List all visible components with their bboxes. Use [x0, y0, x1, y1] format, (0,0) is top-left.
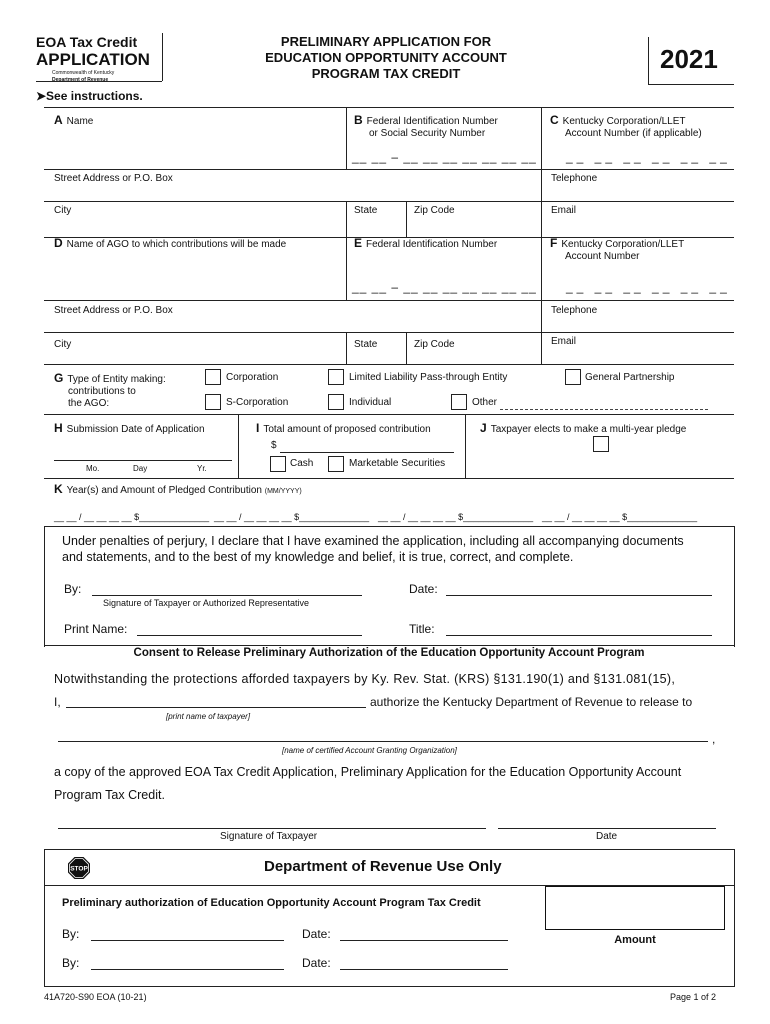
city-2[interactable]: City — [54, 339, 72, 350]
street-address-1[interactable]: Street Address or P.O. Box — [54, 173, 173, 184]
dor-date-1: Date: — [302, 927, 331, 941]
field-j-multi-year: J Taxpayer elects to make a multi-year pledge — [480, 421, 687, 435]
date-label: Date: — [409, 582, 438, 596]
individual-checkbox[interactable] — [328, 394, 344, 410]
field-g-entity-type: G Type of Entity making: contributions to the AGO: — [54, 371, 166, 409]
corporation-checkbox[interactable] — [205, 369, 221, 385]
zip-2[interactable]: Zip Code — [414, 339, 455, 350]
field-i-total-amount[interactable]: I Total amount of proposed contribution — [256, 421, 431, 435]
ago-name-line[interactable] — [58, 741, 708, 742]
ago-caption: [name of certified Account Granting Organization] — [282, 746, 457, 755]
street-address-2[interactable]: Street Address or P.O. Box — [54, 305, 173, 316]
form-title — [230, 34, 542, 82]
title-line2: EDUCATION OPPORTUNITY ACCOUNT — [265, 50, 507, 65]
state-2[interactable]: State — [354, 339, 378, 350]
field-b-fein[interactable]: B Federal Identification Number or Social Security Number — [354, 113, 498, 139]
field-a-name[interactable]: A Name — [54, 113, 94, 127]
pledge-entry-2[interactable]: __ __ / __ __ __ __ $______________ — [214, 512, 370, 522]
title-line1: PRELIMINARY APPLICATION FOR — [280, 34, 492, 49]
individual-label: Individual — [349, 397, 392, 408]
declaration-line1: Under penalties of perjury, I declare that I have examined the application, including all accompanying documents — [62, 534, 684, 548]
dollar-sign: $ — [271, 440, 277, 451]
consent-heading: Consent to Release Preliminary Authorization of the Education Opportunity Account Program — [133, 647, 645, 659]
tax-year: 2021 — [660, 44, 718, 74]
consent-comma: , — [712, 732, 716, 746]
email-2[interactable]: Email — [551, 336, 577, 347]
telephone-1[interactable]: Telephone — [551, 173, 598, 184]
email-1[interactable]: Email — [551, 205, 577, 216]
dor-by-line-1[interactable] — [91, 940, 284, 941]
svg-text:STOP: STOP — [70, 865, 88, 873]
state-1[interactable]: State — [354, 205, 378, 216]
corporation-label: Corporation — [226, 372, 279, 383]
signature-line[interactable] — [92, 595, 362, 596]
field-d-ago-name[interactable]: D Name of AGO to which contributions will be made — [54, 236, 287, 250]
amount-box[interactable] — [545, 886, 725, 930]
field-f-kentucky-account[interactable]: F Kentucky Corporation/LLET Account Number — [550, 236, 685, 262]
department-text: Department of Revenue — [52, 77, 109, 83]
consent-i: I, — [54, 695, 61, 709]
declaration-line2: and statements, and to the best of my knowledge and belief, it is true, correct, and complete. — [62, 550, 574, 564]
title-line3: PROGRAM TAX CREDIT — [311, 66, 461, 81]
consent-line3: a copy of the approved EOA Tax Credit Application, Preliminary Application for the Education Opportunity Account — [54, 765, 682, 779]
title-label: Title: — [409, 622, 435, 636]
pledge-entry-3[interactable]: __ __ / __ __ __ __ $______________ — [378, 512, 534, 522]
other-blank[interactable] — [500, 409, 708, 410]
print-name-label: Print Name: — [64, 622, 128, 636]
s-corporation-checkbox[interactable] — [205, 394, 221, 410]
taxpayer-name-line[interactable] — [66, 707, 366, 708]
by-label: By: — [64, 582, 82, 596]
multi-year-checkbox[interactable] — [593, 436, 609, 452]
dor-by-2: By: — [62, 956, 80, 970]
telephone-2[interactable]: Telephone — [551, 305, 598, 316]
cash-label: Cash — [290, 458, 314, 469]
signature-caption: Signature of Taxpayer or Authorized Representative — [103, 598, 309, 608]
commonwealth-text: Commonwealth of Kentucky — [52, 70, 115, 76]
page-number: Page 1 of 2 — [670, 992, 717, 1002]
date-line[interactable] — [446, 595, 712, 596]
badge-line2: APPLICATION — [36, 50, 150, 69]
other-label: Other — [472, 397, 498, 408]
badge-line1: EOA Tax Credit — [36, 34, 138, 50]
dor-date-line-1[interactable] — [340, 940, 508, 941]
dor-date-line-2[interactable] — [340, 969, 508, 970]
form-badge — [36, 34, 160, 84]
ago-fein-blank: __ __ – __ __ __ __ __ __ __ — [352, 280, 537, 294]
pledge-entry-4[interactable]: __ __ / __ __ __ __ $______________ — [542, 512, 698, 522]
prelim-authorization: Preliminary authorization of Education Opportunity Account Program Tax Credit — [62, 897, 481, 909]
dor-heading: Department of Revenue Use Only — [264, 858, 502, 875]
print-name-caption: [print name of taxpayer] — [166, 712, 251, 721]
amount-blank[interactable] — [280, 452, 454, 453]
kentucky-account-blank: __ __ __ __ __ __ — [566, 150, 731, 164]
field-k-pledge: K Year(s) and Amount of Pledged Contribution (MM/YYYY) — [54, 482, 302, 496]
consent-signature-line[interactable] — [58, 828, 486, 829]
other-checkbox[interactable] — [451, 394, 467, 410]
general-partnership-checkbox[interactable] — [565, 369, 581, 385]
field-e-fein[interactable]: E Federal Identification Number — [354, 236, 498, 250]
title-line[interactable] — [446, 635, 712, 636]
consent-line4: Program Tax Credit. — [54, 788, 165, 802]
ago-kentucky-account-blank: __ __ __ __ __ __ — [566, 280, 731, 294]
securities-checkbox[interactable] — [328, 456, 344, 472]
general-partnership-label: General Partnership — [585, 372, 675, 383]
stop-icon — [68, 857, 90, 879]
month-caption: Mo. — [86, 464, 100, 473]
print-name-line[interactable] — [137, 635, 362, 636]
city-1[interactable]: City — [54, 205, 72, 216]
see-instructions: ➤See instructions. — [36, 89, 143, 103]
day-caption: Day — [133, 464, 148, 473]
consent-signature-caption: Signature of Taxpayer — [220, 831, 318, 842]
s-corporation-label: S-Corporation — [226, 397, 289, 408]
pledge-entry-1[interactable]: __ __ / __ __ __ __ $______________ — [54, 512, 210, 522]
consent-date-line[interactable] — [498, 828, 716, 829]
consent-date-caption: Date — [596, 831, 618, 842]
form-id: 41A720-S90 EOA (10-21) — [44, 992, 147, 1002]
fein-blank: __ __ – __ __ __ __ __ __ __ — [352, 150, 537, 164]
dor-by-1: By: — [62, 927, 80, 941]
consent-line1: Notwithstanding the protections afforded taxpayers by Ky. Rev. Stat. (KRS) §131.190(1) and §131.081(15), — [54, 672, 676, 686]
dor-by-line-2[interactable] — [91, 969, 284, 970]
llc-label: Limited Liability Pass-through Entity — [349, 372, 508, 383]
year-caption: Yr. — [197, 464, 207, 473]
field-h-submission-date[interactable]: H Submission Date of Application — [54, 421, 205, 435]
consent-authorize: authorize the Kentucky Department of Revenue to release to — [370, 695, 693, 709]
cash-checkbox[interactable] — [270, 456, 286, 472]
amount-label: Amount — [614, 934, 656, 946]
dor-date-2: Date: — [302, 956, 331, 970]
field-c-kentucky-account[interactable]: C Kentucky Corporation/LLET Account Number (if applicable) — [550, 113, 702, 139]
zip-1[interactable]: Zip Code — [414, 205, 455, 216]
llc-checkbox[interactable] — [328, 369, 344, 385]
securities-label: Marketable Securities — [349, 458, 446, 469]
